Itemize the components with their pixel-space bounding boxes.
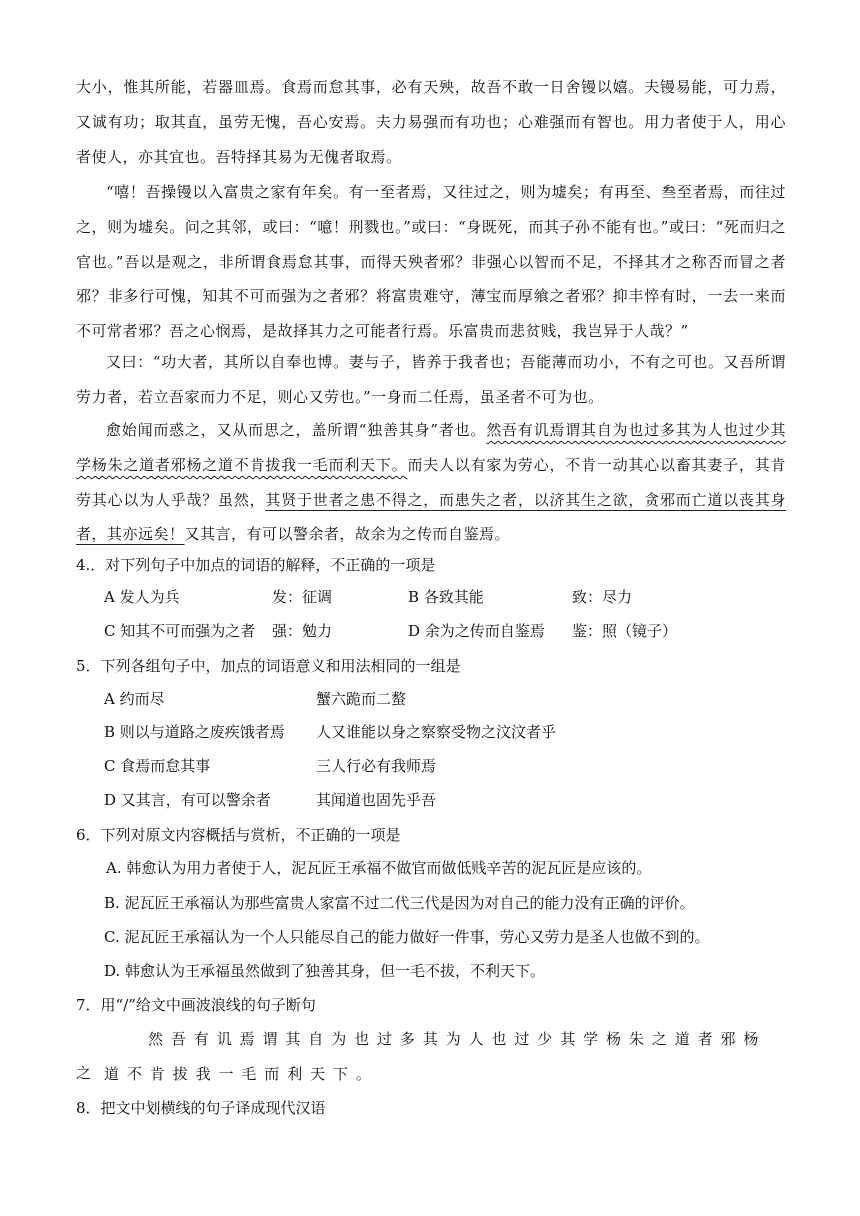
q4-option-a: A 发人为兵	[104, 588, 180, 606]
passage-paragraph-4	[76, 413, 786, 552]
q6-option-c: C. 泥瓦匠王承福认为一个人只能尽自己的能力做好一件事，劳心又劳力是圣人也做不到的。	[104, 928, 710, 946]
q5-option-b-left: B 则以与道路之废疾饿者焉	[104, 723, 285, 741]
passage-text: 而夫人以有家为劳心，不肯一动其心以畜其妻子，其肯劳其心以为人乎哉？虽然，	[76, 455, 786, 509]
q7-sentence-line-1: 然吾有讥焉谓其自为也过多其为人也过少其学杨朱之道者邪杨之	[76, 1030, 767, 1082]
q5-option-a-left: A 约而尽	[104, 690, 165, 708]
passage-paragraph-1: 大小，惟其所能，若器皿焉。食焉而怠其事，必有天殃，故吾不敢一日舍镘以嬉。夫镘易能，可力焉，又诚有功；取其直，虽劳无愧，吾心安焉。夫力易强而有功也；心难强而有智也。用力者使于人，用心者使人，亦其宜也。吾特择其易为无傀者取焉。	[76, 78, 786, 166]
passage-text: 又其言，有可以警余者，故余为之传而自鉴焉。	[184, 525, 511, 544]
q5-option-c-left: C 食焉而怠其事	[104, 757, 211, 775]
q4-option-a-gloss: 发：征调	[272, 588, 333, 606]
q5-option-d-left: D 又其言，有可以警余者	[104, 791, 271, 809]
underlined-sentence: 其贤于世者之患不得之，而患失之者，以济其生之欲，贪邪而亡道以丧其身者，其亦远矣！	[76, 490, 786, 544]
q5-option-b-right: 人又谁能以身之察察受物之汶汶者乎	[316, 723, 557, 741]
question-7-stem: 7．用“/”给文中画波浪线的句子断句	[76, 996, 316, 1014]
q7-sentence-line-2: 道不肯拔我一毛而利天下。	[104, 1065, 379, 1083]
passage-paragraph-2: “嘻！吾操镘以入富贵之家有年矣。有一至者焉，又往过之，则为墟矣；有再至、叁至者焉，而往过之，则为墟矣。问之其邻，或曰：“噫！刑戮也。”或曰：“身既死，而其子孙不能有也。”或曰：“死而归之官也。”吾以是观之，非所谓食焉怠其事，而得天殃者邪？非强心以智而不足，不择其才之称否而冒之者邪？非多行可愧，知其不可而强为之者邪？将富贵难守，薄宝而厚飨之者邪？抑丰悴有时，一去一来而不可常者邪？吾之心悯焉，是故择其力之可能者行焉。乐富贵而悲贫贱，我岂异于人哉？”	[76, 183, 786, 341]
q5-option-a-right: 蟹六跪而二螯	[316, 690, 407, 708]
wavy-underlined-sentence: 然吾有讥焉谓其自为也过多其为人也过少其学杨朱之道者邪杨之道不肯拔我一毛而利天下。	[76, 421, 786, 474]
passage-text: 愈始闻而惑之，又从而思之，盖所谓“独善其身”者也。	[106, 421, 487, 439]
q6-option-d: D. 韩愈认为王承福虽然做到了独善其身，但一毛不拔，不利天下。	[104, 962, 546, 980]
q4-option-d-gloss: 鉴：照（镜子）	[572, 622, 678, 640]
question-8-stem: 8．把文中划横线的句子译成现代汉语	[76, 1099, 326, 1117]
q6-option-a: A. 韩愈认为用力者使于人，泥瓦匠王承福不做官而做低贱辛苦的泥瓦匠是应该的。	[106, 859, 652, 877]
q4-option-c: C 知其不可而强为之者	[104, 622, 256, 640]
q6-option-b: B. 泥瓦匠王承福认为那些富贵人家富不过二代三代是因为对自己的能力没有正确的评价。	[104, 894, 695, 912]
question-6-stem: 6．下列对原文内容概括与赏析，不正确的一项是	[76, 826, 401, 844]
q5-option-d-right: 其闻道也固先乎吾	[316, 791, 437, 809]
q4-option-d: D 余为之传而自鉴焉	[408, 622, 545, 640]
q4-option-b: B 各致其能	[408, 588, 484, 606]
question-5-stem: 5．下列各组句子中，加点的词语意义和用法相同的一组是	[76, 657, 461, 675]
q4-option-c-gloss: 强：勉力	[272, 622, 333, 640]
passage-paragraph-3: 又曰：“功大者，其所以自奉也博。妻与子，皆养于我者也；吾能薄而功小，不有之可也。又吾所谓劳力者，若立吾家而力不足，则心又劳也。”一身而二任焉，虽圣者不可为也。	[76, 353, 786, 406]
q5-option-c-right: 三人行必有我师焉	[316, 757, 437, 775]
q4-option-b-gloss: 致：尽力	[572, 588, 633, 606]
question-4-stem: 4.．对下列句子中加点的词语的解释，不正确的一项是	[76, 556, 436, 574]
